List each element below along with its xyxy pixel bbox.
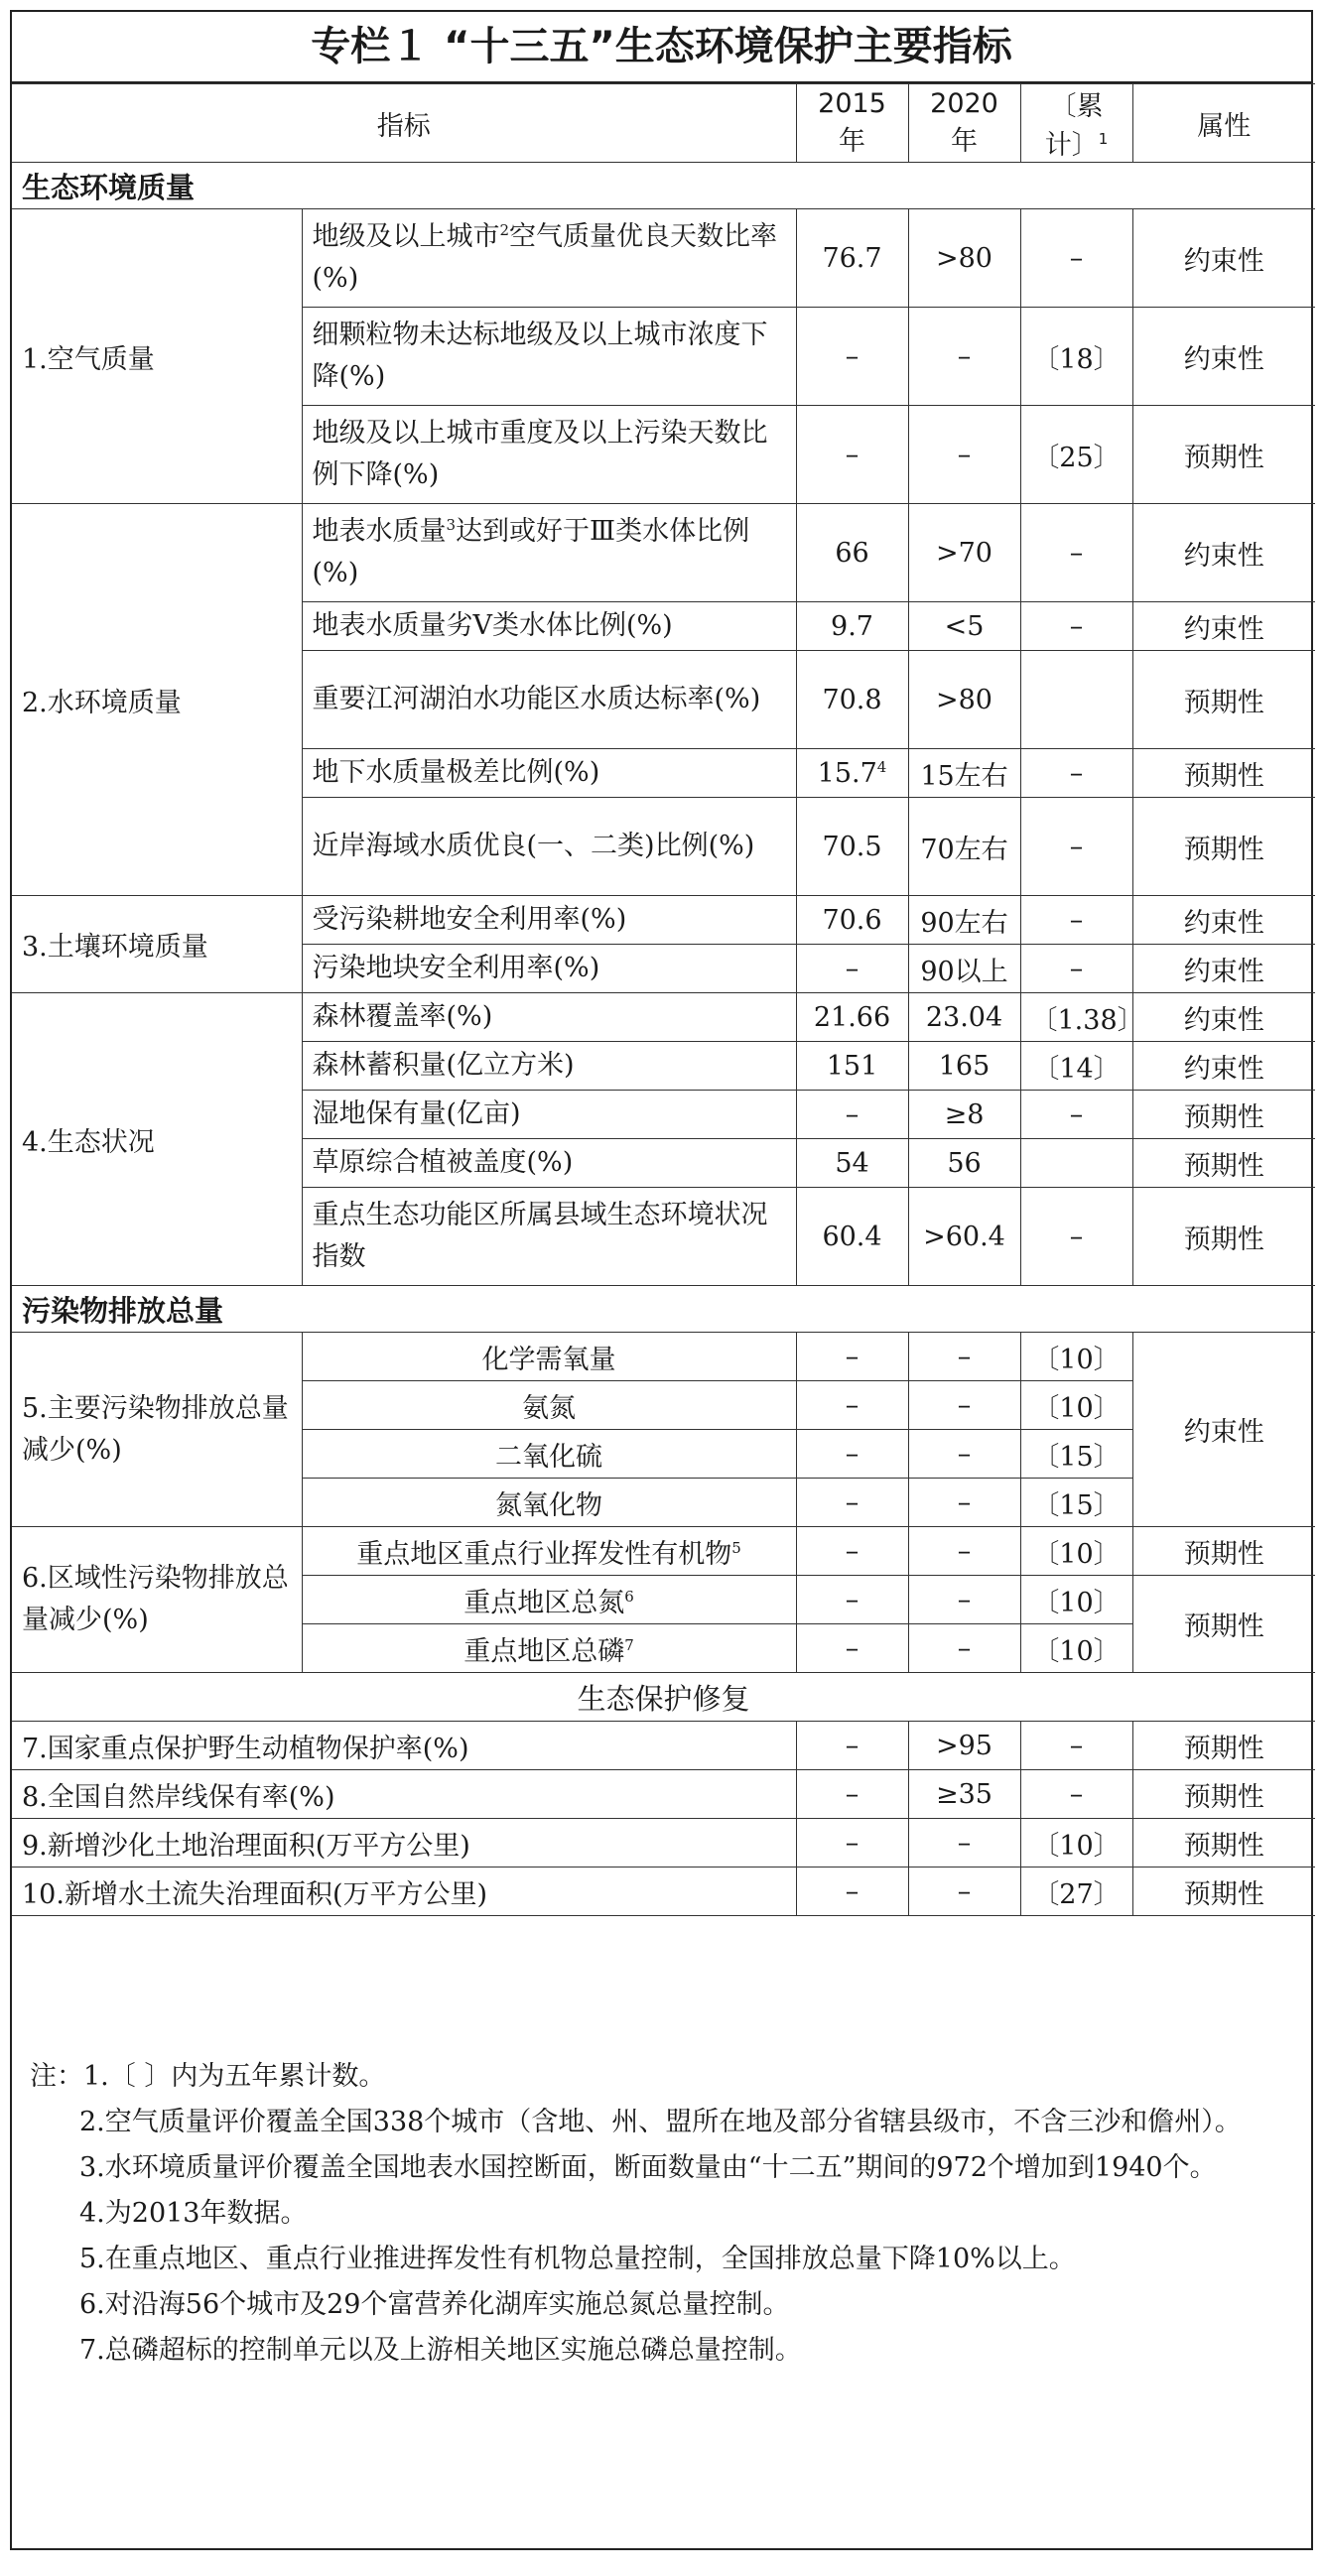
value-cumulative (1020, 651, 1132, 749)
indicator-name: 草原综合植被盖度(%) (302, 1139, 796, 1188)
value-2015: – (796, 1576, 908, 1624)
value-2020: >80 (908, 651, 1020, 749)
indicator-name: 氨氮 (302, 1381, 796, 1430)
note-1: 注：1.〔 〕内为五年累计数。 (30, 2061, 386, 2092)
value-2020: – (908, 1868, 1020, 1916)
value-2015: 9.7 (796, 602, 908, 651)
attribute: 预期性 (1132, 1188, 1315, 1286)
value-cumulative: 〔1.38〕 (1020, 993, 1132, 1042)
value-cumulative: 〔10〕 (1020, 1527, 1132, 1576)
attribute: 预期性 (1132, 406, 1315, 504)
value-2015: – (796, 1527, 908, 1576)
attribute: 预期性 (1132, 1868, 1315, 1916)
value-cumulative: – (1020, 504, 1132, 602)
value-2015: 70.6 (796, 896, 908, 945)
value-2015: – (796, 1722, 908, 1770)
section-pollutant: 污染物排放总量 (12, 1286, 1315, 1333)
attribute: 预期性 (1132, 798, 1315, 896)
value-cumulative: – (1020, 1722, 1132, 1770)
indicator-name: 细颗粒物未达标地级及以上城市浓度下降(%) (302, 308, 796, 406)
indicator-name: 地级及以上城市重度及以上污染天数比例下降(%) (302, 406, 796, 504)
indicator-name: 污染地块安全利用率(%) (302, 945, 796, 993)
value-2020: 56 (908, 1139, 1020, 1188)
value-cumulative: 〔10〕 (1020, 1624, 1132, 1673)
table-row (12, 209, 1315, 308)
attribute: 约束性 (1132, 308, 1315, 406)
attribute: 约束性 (1132, 945, 1315, 993)
indicator-name: 7.国家重点保护野生动植物保护率(%) (12, 1722, 796, 1770)
indicator-name: 受污染耕地安全利用率(%) (302, 896, 796, 945)
table-row (12, 504, 1315, 602)
value-cumulative: – (1020, 1188, 1132, 1286)
value-2020: ≥8 (908, 1091, 1020, 1139)
value-2020: >70 (908, 504, 1020, 602)
table-row (12, 1333, 1315, 1381)
value-2015: 151 (796, 1042, 908, 1091)
note-7: 7.总磷超标的控制单元以及上游相关地区实施总磷总量控制。 (79, 2335, 802, 2366)
value-2015: 21.66 (796, 993, 908, 1042)
header-cumulative: 〔累计〕$^1$ (1020, 84, 1132, 163)
header-indicator: 指标 (12, 84, 796, 163)
indicator-name: 重点地区总氮$^6$ (302, 1576, 796, 1624)
indicator-name: 森林覆盖率(%) (302, 993, 796, 1042)
table-title: 专栏１ “十三五”生态环境保护主要指标 (12, 12, 1311, 83)
value-cumulative: – (1020, 749, 1132, 798)
attribute: 预期性 (1132, 1091, 1315, 1139)
attribute: 预期性 (1132, 1576, 1315, 1673)
value-2020: <5 (908, 602, 1020, 651)
value-2020: ≥35 (908, 1770, 1020, 1819)
indicator-table (12, 83, 1315, 1916)
value-2015: – (796, 1091, 908, 1139)
indicator-name: 化学需氧量 (302, 1333, 796, 1381)
attribute: 预期性 (1132, 1722, 1315, 1770)
table-row (12, 1868, 1315, 1916)
attribute: 约束性 (1132, 896, 1315, 945)
header-2020: 2020年 (908, 84, 1020, 163)
value-2020: >60.4 (908, 1188, 1020, 1286)
table-row (12, 1819, 1315, 1868)
value-2015: – (796, 406, 908, 504)
value-cumulative: 〔27〕 (1020, 1868, 1132, 1916)
indicator-name: 湿地保有量(亿亩) (302, 1091, 796, 1139)
value-2015: – (796, 1770, 908, 1819)
attribute: 预期性 (1132, 1527, 1315, 1576)
group-ecology: 4.生态状况 (12, 993, 302, 1286)
note-5: 5.在重点地区、重点行业推进挥发性有机物总量控制，全国排放总量下降10%以上。 (79, 2244, 1076, 2274)
value-2020: 23.04 (908, 993, 1020, 1042)
indicator-name: 二氧化硫 (302, 1430, 796, 1479)
group-regional-pollutants: 6.区域性污染物排放总量减少(%) (12, 1527, 302, 1673)
indicator-name: 地表水质量$^3$达到或好于Ⅲ类水体比例(%) (302, 504, 796, 602)
section-eco-quality: 生态环境质量 (12, 163, 1315, 209)
value-2015: – (796, 1430, 908, 1479)
attribute: 约束性 (1132, 504, 1315, 602)
value-2020: 90左右 (908, 896, 1020, 945)
value-2020: – (908, 1819, 1020, 1868)
attribute: 预期性 (1132, 1139, 1315, 1188)
value-2015: 15.7$^4$ (796, 749, 908, 798)
indicator-name: 10.新增水土流失治理面积(万平方公里) (12, 1868, 796, 1916)
attribute: 预期性 (1132, 651, 1315, 749)
attribute: 约束性 (1132, 993, 1315, 1042)
value-cumulative (1020, 1139, 1132, 1188)
value-cumulative: – (1020, 896, 1132, 945)
note-4: 4.为2013年数据。 (79, 2198, 308, 2229)
indicator-name: 重要江河湖泊水功能区水质达标率(%) (302, 651, 796, 749)
value-2015: 60.4 (796, 1188, 908, 1286)
value-2015: 70.8 (796, 651, 908, 749)
table-row (12, 1722, 1315, 1770)
value-2015: – (796, 1868, 908, 1916)
indicator-table-panel (10, 10, 1313, 2550)
value-cumulative: – (1020, 1091, 1132, 1139)
indicator-name: 重点地区重点行业挥发性有机物$^5$ (302, 1527, 796, 1576)
indicator-name: 氮氧化物 (302, 1479, 796, 1527)
indicator-name: 近岸海域水质优良(一、二类)比例(%) (302, 798, 796, 896)
group-air: 1.空气质量 (12, 209, 302, 504)
attribute: 约束性 (1132, 1333, 1315, 1527)
indicator-name: 地下水质量极差比例(%) (302, 749, 796, 798)
value-2015: 76.7 (796, 209, 908, 308)
value-2015: 66 (796, 504, 908, 602)
value-cumulative: – (1020, 1770, 1132, 1819)
value-2020: – (908, 1576, 1020, 1624)
value-2015: – (796, 1333, 908, 1381)
value-2020: >80 (908, 209, 1020, 308)
indicator-name: 8.全国自然岸线保有率(%) (12, 1770, 796, 1819)
value-2020: – (908, 1624, 1020, 1673)
group-main-pollutants: 5.主要污染物排放总量减少(%) (12, 1333, 302, 1527)
attribute: 预期性 (1132, 749, 1315, 798)
value-cumulative: 〔10〕 (1020, 1819, 1132, 1868)
table-row (12, 1770, 1315, 1819)
header-row (12, 84, 1315, 163)
value-2020: – (908, 1479, 1020, 1527)
note-3: 3.水环境质量评价覆盖全国地表水国控断面，断面数量由“十二五”期间的972个增加到1940个。 (79, 2152, 1217, 2183)
value-cumulative: – (1020, 945, 1132, 993)
value-2015: – (796, 945, 908, 993)
value-cumulative: 〔10〕 (1020, 1381, 1132, 1430)
attribute: 预期性 (1132, 1770, 1315, 1819)
value-2015: – (796, 1624, 908, 1673)
value-2015: – (796, 1381, 908, 1430)
attribute: 约束性 (1132, 209, 1315, 308)
value-2015: 54 (796, 1139, 908, 1188)
value-cumulative: 〔10〕 (1020, 1333, 1132, 1381)
attribute: 约束性 (1132, 1042, 1315, 1091)
value-2020: – (908, 1333, 1020, 1381)
table-row (12, 896, 1315, 945)
value-cumulative: – (1020, 798, 1132, 896)
value-2020: >95 (908, 1722, 1020, 1770)
value-cumulative: 〔25〕 (1020, 406, 1132, 504)
indicator-name: 地表水质量劣Ⅴ类水体比例(%) (302, 602, 796, 651)
attribute: 预期性 (1132, 1819, 1315, 1868)
value-2015: 70.5 (796, 798, 908, 896)
indicator-name: 重点地区总磷$^7$ (302, 1624, 796, 1673)
value-cumulative: – (1020, 602, 1132, 651)
value-cumulative: – (1020, 209, 1132, 308)
value-2015: – (796, 308, 908, 406)
value-2020: 90以上 (908, 945, 1020, 993)
table-row (12, 993, 1315, 1042)
note-6: 6.对沿海56个城市及29个富营养化湖库实施总氮总量控制。 (79, 2289, 790, 2320)
indicator-name: 森林蓄积量(亿立方米) (302, 1042, 796, 1091)
value-cumulative: 〔15〕 (1020, 1430, 1132, 1479)
value-2020: – (908, 1430, 1020, 1479)
indicator-name: 地级及以上城市$^2$空气质量优良天数比率(%) (302, 209, 796, 308)
section-protection: 生态保护修复 (12, 1673, 1315, 1722)
note-2: 2.空气质量评价覆盖全国338个城市（含地、州、盟所在地及部分省辖县级市，不含三沙和儋州）。 (79, 2107, 1242, 2137)
group-soil: 3.土壤环境质量 (12, 896, 302, 993)
table-row (12, 1527, 1315, 1576)
value-2020: 15左右 (908, 749, 1020, 798)
value-2020: – (908, 308, 1020, 406)
value-cumulative: 〔18〕 (1020, 308, 1132, 406)
value-2020: – (908, 1527, 1020, 1576)
value-cumulative: 〔14〕 (1020, 1042, 1132, 1091)
header-2015: 2015年 (796, 84, 908, 163)
value-2020: – (908, 1381, 1020, 1430)
indicator-name: 重点生态功能区所属县域生态环境状况指数 (302, 1188, 796, 1286)
indicator-name: 9.新增沙化土地治理面积(万平方公里) (12, 1819, 796, 1868)
value-cumulative: 〔10〕 (1020, 1576, 1132, 1624)
notes-block (12, 2054, 1311, 2374)
value-2015: – (796, 1479, 908, 1527)
value-cumulative: 〔15〕 (1020, 1479, 1132, 1527)
header-attribute: 属性 (1132, 84, 1315, 163)
attribute: 约束性 (1132, 602, 1315, 651)
group-water: 2.水环境质量 (12, 504, 302, 896)
value-2020: 165 (908, 1042, 1020, 1091)
value-2020: 70左右 (908, 798, 1020, 896)
value-2020: – (908, 406, 1020, 504)
value-2015: – (796, 1819, 908, 1868)
